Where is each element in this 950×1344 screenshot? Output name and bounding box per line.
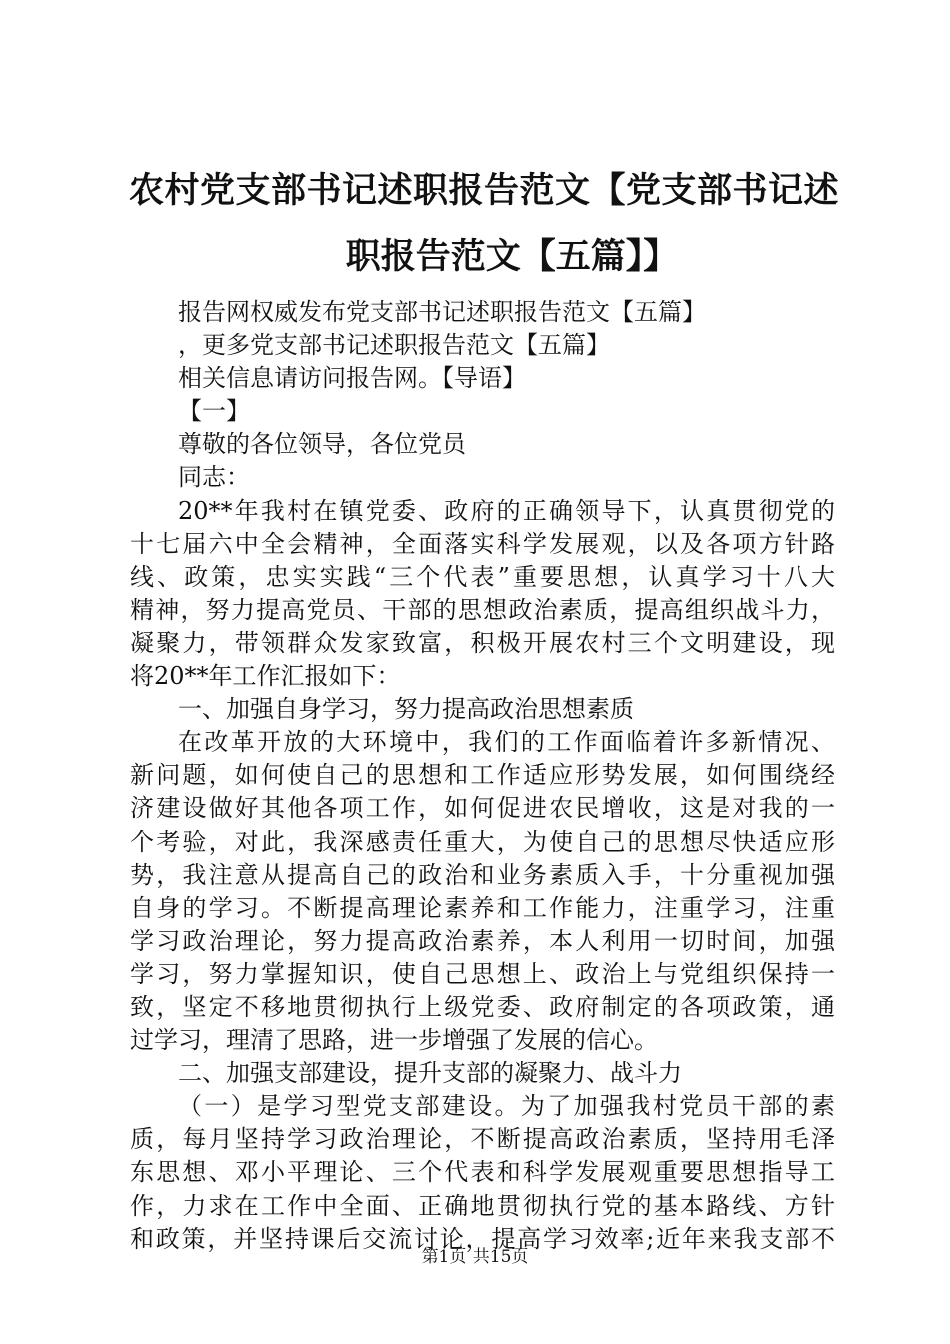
body-line: 质，每月坚持学习政治理论，不断提高政治素质，坚持用毛泽 xyxy=(130,1125,835,1154)
body-line: 和政策，并坚持课后交流讨论，提高学习效率;近年来我支部不 xyxy=(130,1224,835,1253)
body-line: 凝聚力，带领群众发家致富，积极开展农村三个文明建设，现 xyxy=(130,628,835,657)
body-line: （一）是学习型党支部建设。为了加强我村党员干部的素 xyxy=(178,1092,835,1121)
body-line: 十七届六中全会精神，全面落实科学发展观，以及各项方针路 xyxy=(130,529,835,558)
body-line: 相关信息请访问报告网。【导语】 xyxy=(178,364,526,393)
section-heading: 一、加强自身学习，努力提高政治思想素质 xyxy=(178,695,634,724)
page-number-footer: 第1页 共15页 xyxy=(421,1247,529,1267)
body-line: 新问题，如何使自己的思想和工作适应形势发展，如何围绕经 xyxy=(130,761,835,790)
body-line: 在改革开放的大环境中，我们的工作面临着许多新情况、 xyxy=(178,728,835,757)
document-body xyxy=(130,296,835,1256)
body-line: 将20**年工作汇报如下： xyxy=(130,662,401,691)
body-line: 【一】 xyxy=(178,397,250,426)
body-line: 个考验，对此，我深感责任重大，为使自己的思想尽快适应形 xyxy=(130,827,835,856)
body-line: ，更多党支部书记述职报告范文【五篇】 xyxy=(178,331,610,360)
body-line: 作，力求在工作中全面、正确地贯彻执行党的基本路线、方针 xyxy=(130,1191,835,1220)
body-line: 线、政策，忠实实践“三个代表”重要思想，认真学习十八大 xyxy=(130,562,835,591)
body-line: 势，我注意从提高自己的政治和业务素质入手，十分重视加强 xyxy=(130,860,835,889)
body-line: 同志： xyxy=(178,463,250,492)
body-line: 致，坚定不移地贯彻执行上级党委、政府制定的各项政策，通 xyxy=(130,992,835,1021)
body-line: 精神，努力提高党员、干部的思想政治素质，提高组织战斗力， xyxy=(130,595,835,624)
body-line: 学习，努力掌握知识，使自己思想上、政治上与党组织保持一 xyxy=(130,959,835,988)
body-line: 过学习，理清了思路，进一步增强了发展的信心。 xyxy=(130,1026,658,1055)
body-line: 学习政治理论，努力提高政治素养，本人利用一切时间，加强 xyxy=(130,926,835,955)
body-line: 尊敬的各位领导，各位党员 xyxy=(178,430,466,459)
title-line-2: 职报告范文【五篇】】 xyxy=(345,237,679,277)
body-line: 报告网权威发布党支部书记述职报告范文【五篇】 xyxy=(178,298,706,326)
body-line: 济建设做好其他各项工作，如何促进农民增收，这是对我的一 xyxy=(130,794,835,823)
body-line: 自身的学习。不断提高理论素养和工作能力，注重学习，注重 xyxy=(130,893,835,922)
document-title xyxy=(125,158,840,290)
section-heading: 二、加强支部建设，提升支部的凝聚力、战斗力 xyxy=(178,1059,682,1088)
body-line: 20**年我村在镇党委、政府的正确领导下，认真贯彻党的 xyxy=(178,496,835,525)
body-line: 东思想、邓小平理论、三个代表和科学发展观重要思想指导工 xyxy=(130,1158,835,1187)
title-line-1: 农村党支部书记述职报告范文【党支部书记述 xyxy=(129,171,840,211)
